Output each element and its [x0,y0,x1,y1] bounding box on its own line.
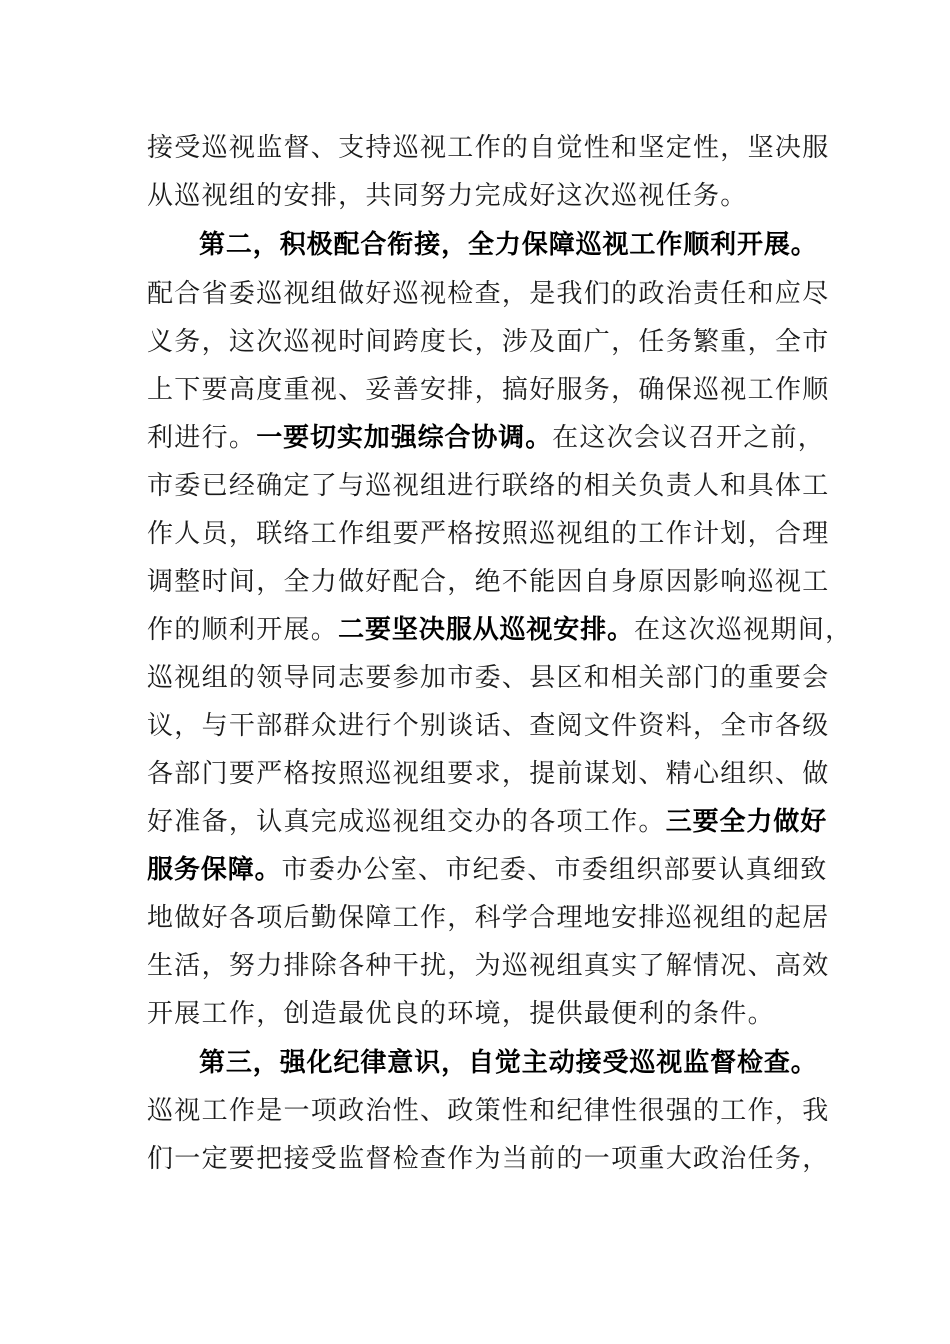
text-line: 好准备，认真完成巡视组交办的各项工作。三要全力做好 [147,807,828,837]
section-heading-2: 第二，积极配合衔接，全力保障巡视工作顺利开展。 [199,230,818,260]
text-line: 生活，努力排除各种干扰，为巡视组真实了解情况、高效 [147,951,830,981]
text-line: 巡视工作是一项政治性、政策性和纪律性很强的工作，我 [147,1096,830,1126]
text-line: 服务保障。市委办公室、市纪委、市委组织部要认真细致 [147,855,828,885]
subpoint-heading-3-cont: 服务保障。 [147,855,282,885]
text-line: 作人员，联络工作组要严格按照巡视组的工作计划，合理 [147,519,830,549]
text-line: 开展工作，创造最优良的环境，提供最便利的条件。 [147,999,775,1029]
subpoint-heading-3: 三要全力做好 [665,807,828,837]
subpoint-heading-1: 一要切实加强综合协调。 [256,423,553,453]
text-line: 调整时间，全力做好配合，绝不能因自身原因影响巡视工 [147,567,830,597]
section-heading-3: 第三，强化纪律意识，自觉主动接受巡视监督检查。 [199,1048,818,1078]
text-line: 配合省委巡视组做好巡视检查，是我们的政治责任和应尽 [147,279,830,309]
text-line: 议，与干部群众进行个别谈话、查阅文件资料，全市各级 [147,711,830,741]
text-line: 作的顺利开展。二要坚决服从巡视安排。在这次巡视期间， [147,615,853,645]
text-line: 利进行。一要切实加强综合协调。在这次会议召开之前， [147,423,826,453]
text-line: 们一定要把接受监督检查作为当前的一项重大政治任务， [147,1144,830,1174]
text-line: 上下要高度重视、妥善安排，搞好服务，确保巡视工作顺 [147,375,830,405]
text-line: 从巡视组的安排，共同努力完成好这次巡视任务。 [147,181,748,211]
text-line: 各部门要严格按照巡视组要求，提前谋划、精心组织、做 [147,759,830,789]
subpoint-heading-2: 二要坚决服从巡视安排。 [338,615,635,645]
text-line: 接受巡视监督、支持巡视工作的自觉性和坚定性，坚决服 [147,133,830,163]
text-line: 市委已经确定了与巡视组进行联络的相关负责人和具体工 [147,471,830,501]
text-line: 巡视组的领导同志要参加市委、县区和相关部门的重要会 [147,663,830,693]
text-line: 义务，这次巡视时间跨度长，涉及面广，任务繁重，全市 [147,327,830,357]
text-line: 地做好各项后勤保障工作，科学合理地安排巡视组的起居 [147,903,830,933]
